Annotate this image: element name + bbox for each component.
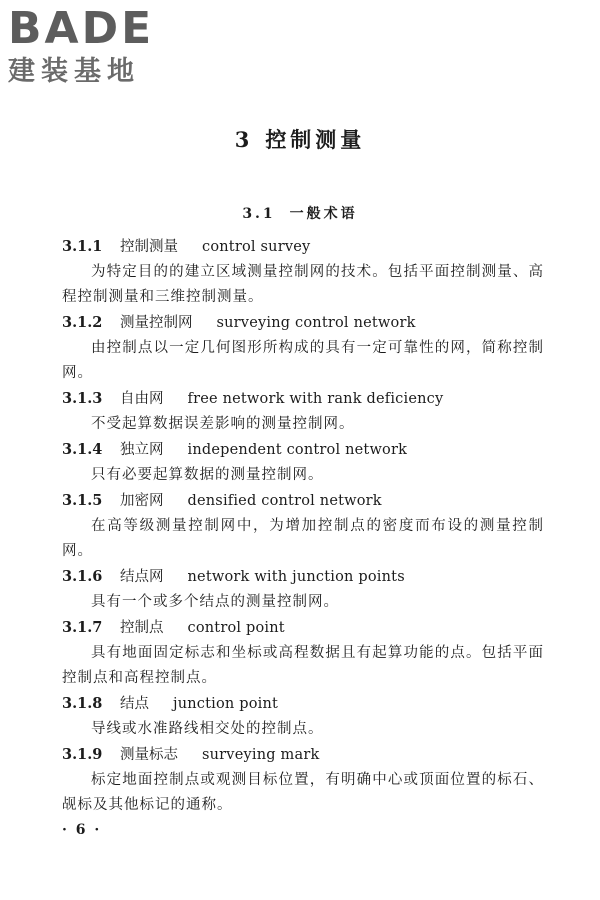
term-header	[62, 615, 544, 641]
term-english: densified control network	[187, 493, 382, 509]
term-chinese: 结点	[120, 696, 149, 712]
term-definition: 具有一个或多个结点的测量控制网。	[91, 594, 339, 610]
term-entry	[62, 488, 544, 564]
term-english: control survey	[202, 239, 311, 255]
term-english: surveying mark	[202, 747, 320, 763]
term-english: junction point	[173, 696, 279, 712]
term-english: network with junction points	[187, 569, 405, 585]
term-entry	[62, 310, 544, 386]
term-english: control point	[187, 620, 285, 636]
term-english: free network with rank deficiency	[187, 391, 444, 407]
term-header	[62, 310, 544, 336]
term-entry	[62, 564, 544, 615]
term-chinese: 控制点	[120, 620, 164, 636]
term-english: surveying control network	[216, 315, 416, 331]
bade-logo	[8, 3, 178, 88]
term-entry	[62, 437, 544, 488]
term-header	[62, 742, 544, 768]
logo-wordmark: BADE	[8, 3, 155, 54]
term-header	[62, 488, 544, 514]
term-number: 3.1.8	[62, 695, 103, 712]
term-entry	[62, 234, 544, 310]
term-entry	[62, 615, 544, 691]
term-definition: 标定地面控制点或观测目标位置，有明确中心或顶面位置的标石、觇标及其他标记的通称。	[62, 772, 544, 813]
term-number: 3.1.5	[62, 492, 103, 509]
section-title: 一般术语	[289, 206, 358, 222]
term-number: 3.1.7	[62, 619, 103, 636]
term-header	[62, 386, 544, 412]
term-entry	[62, 386, 544, 437]
term-definition: 为特定目的的建立区域测量控制网的技术。包括平面控制测量、高程控制测量和三维控制测量。	[62, 264, 544, 305]
term-chinese: 测量控制网	[120, 315, 193, 331]
term-number: 3.1.1	[62, 238, 103, 255]
term-header	[62, 691, 544, 717]
term-definition: 导线或水准路线相交处的控制点。	[91, 721, 324, 737]
chapter-number: 3	[234, 127, 254, 152]
term-header	[62, 234, 544, 260]
term-header	[62, 564, 544, 590]
term-list	[62, 234, 544, 818]
term-definition: 具有地面固定标志和坐标或高程数据且有起算功能的点。包括平面控制点和高程控制点。	[62, 645, 544, 686]
term-definition: 只有必要起算数据的测量控制网。	[91, 467, 324, 483]
term-number: 3.1.6	[62, 568, 103, 585]
term-number: 3.1.3	[62, 390, 103, 407]
term-number: 3.1.2	[62, 314, 103, 331]
chapter-heading	[0, 124, 600, 154]
term-chinese: 自由网	[120, 391, 164, 407]
term-definition: 在高等级测量控制网中，为增加控制点的密度而布设的测量控制网。	[62, 518, 544, 559]
term-definition: 由控制点以一定几何图形所构成的具有一定可靠性的网，简称控制网。	[62, 340, 544, 381]
term-entry	[62, 691, 544, 742]
term-english: independent control network	[187, 442, 408, 458]
term-chinese: 测量标志	[120, 747, 178, 763]
chapter-title: 控制测量	[265, 127, 366, 152]
term-header	[62, 437, 544, 463]
term-chinese: 加密网	[120, 493, 164, 509]
page-number: · 6 ·	[62, 822, 102, 838]
section-number: 3.1	[242, 206, 276, 222]
term-entry	[62, 742, 544, 818]
term-chinese: 控制测量	[120, 239, 178, 255]
term-definition: 不受起算数据误差影响的测量控制网。	[91, 416, 355, 432]
term-chinese: 结点网	[120, 569, 164, 585]
section-heading	[0, 203, 600, 223]
term-chinese: 独立网	[120, 442, 164, 458]
logo-subtitle: 建装基地	[8, 56, 140, 87]
term-number: 3.1.9	[62, 746, 103, 763]
term-number: 3.1.4	[62, 441, 103, 458]
